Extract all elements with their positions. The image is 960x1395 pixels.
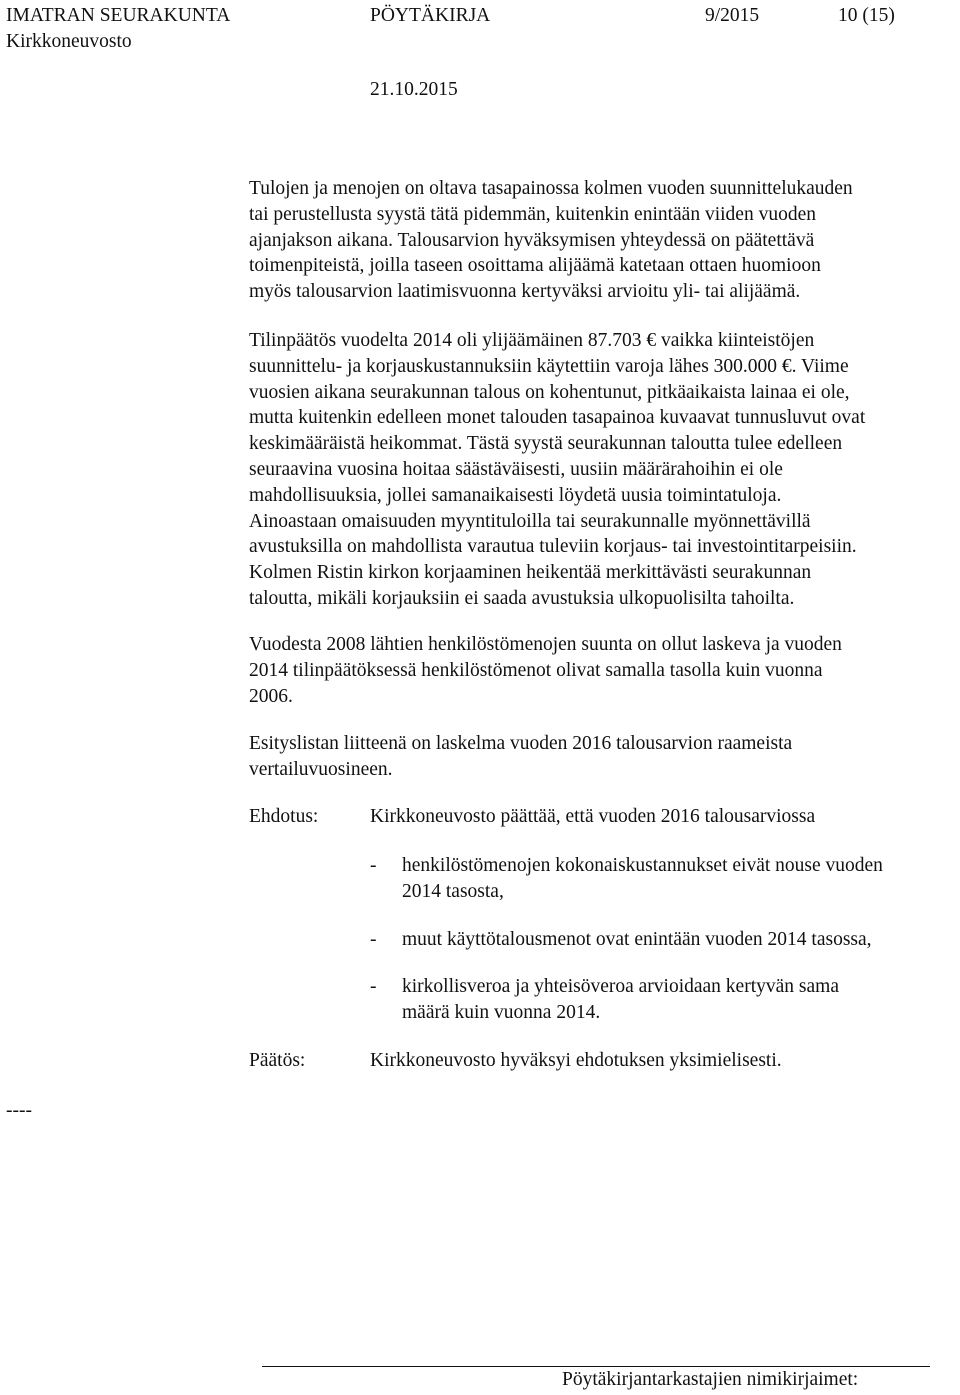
- paragraph-attachment-note: [249, 731, 959, 783]
- text-line: Tilinpäätös vuodelta 2014 oli ylijäämäinen 87.703 € vaikka kiinteistöjen: [249, 330, 815, 351]
- footer-signature-label: Pöytäkirjantarkastajien nimikirjaimet:: [562, 1369, 859, 1390]
- section-separator: ----: [6, 1100, 32, 1121]
- text-line: taloutta, mikäli korjauksiin ei saada avustuksia ulkopuolisilta tahoilta.: [249, 587, 795, 609]
- text-line: seuraavina vuosina hoitaa säästäväisesti, uusiin määrärahoihin ei ole: [249, 458, 783, 480]
- text-line: avustuksilla on mahdollista varautua tuleviin korjaus- tai investointitarpeisiin.: [249, 536, 857, 558]
- text-line: keskimääräistä heikommat. Tästä syystä seurakunnan taloutta tulee edelleen: [249, 433, 843, 455]
- text-line: Vuodesta 2008 lähtien henkilöstömenojen suunta on ollut laskeva ja vuoden: [249, 634, 842, 655]
- proposal-item-dash: -: [370, 976, 377, 997]
- text-line: mahdollisuuksia, jollei samanaikaisesti löydetä uusia toimintatuloja.: [249, 484, 782, 506]
- paragraph-personnel-costs: [249, 632, 959, 709]
- text-line: mutta kuitenkin edelleen monet talouden tasapainoa kuvaavat tunnusluvut ovat: [249, 407, 866, 429]
- text-line: 2014 tilinpäätöksessä henkilöstömenot olivat samalla tasolla kuin vuonna: [249, 659, 823, 681]
- text-line: Esityslistan liitteenä on laskelma vuoden 2016 talousarvion raameista: [249, 733, 793, 754]
- proposal-item-line: muut käyttötalousmenot ovat enintään vuoden 2014 tasossa,: [402, 929, 872, 950]
- header-doc-number: 9/2015: [705, 5, 760, 26]
- decision-label: Päätös:: [249, 1050, 306, 1071]
- proposal-label: Ehdotus:: [249, 806, 319, 827]
- header-body-name: Kirkkoneuvosto: [6, 31, 132, 52]
- text-line: myös talousarvion laatimisvuonna kertyväksi arvioitu yli- tai alijäämä.: [249, 281, 801, 303]
- proposal-item-line: määrä kuin vuonna 2014.: [402, 1002, 601, 1023]
- text-line: Kolmen Ristin kirkon korjaaminen heikentää merkittävästi seurakunnan: [249, 562, 812, 584]
- text-line: vuosien aikana seurakunnan talous on kohentunut, pitkäaikaista lainaa ei ole,: [249, 381, 850, 403]
- header-page: 10 (15): [838, 5, 895, 26]
- text-line: Tulojen ja menojen on oltava tasapainossa kolmen vuoden suunnittelukauden: [249, 178, 853, 199]
- header-organization: IMATRAN SEURAKUNTA: [6, 5, 231, 26]
- text-line: ajanjakson aikana. Talousarvion hyväksymisen yhteydessä on päätettävä: [249, 229, 815, 251]
- text-line: 2006.: [249, 685, 293, 707]
- text-line: toimenpiteistä, joilla taseen osoittama alijäämä katetaan ottaen huomioon: [249, 255, 821, 277]
- proposal-item-line: kirkollisveroa ja yhteisöveroa arvioidaan kertyvän sama: [402, 976, 839, 997]
- proposal-intro: Kirkkoneuvosto päättää, että vuoden 2016 talousarviossa: [370, 806, 816, 827]
- proposal-item-dash: -: [370, 855, 377, 876]
- text-line: suunnittelu- ja korjauskustannuksiin käytettiin varoja lähes 300.000 €. Viime: [249, 355, 849, 377]
- proposal-item-line: henkilöstömenojen kokonaiskustannukset eivät nouse vuoden: [402, 855, 883, 876]
- paragraph-financial-statement: [249, 328, 959, 612]
- proposal-item-line: 2014 tasosta,: [402, 881, 504, 902]
- proposal-item-dash: -: [370, 929, 377, 950]
- text-line: tai perustellusta syystä tätä pidemmän, kuitenkin enintään viiden vuoden: [249, 203, 816, 225]
- text-line: vertailuvuosineen.: [249, 758, 393, 780]
- header-doc-type: PÖYTÄKIRJA: [370, 5, 491, 26]
- header-date: 21.10.2015: [370, 79, 458, 100]
- text-line: Ainoastaan omaisuuden myyntituloilla tai seurakunnalle myönnettävillä: [249, 510, 811, 532]
- decision-text: Kirkkoneuvosto hyväksyi ehdotuksen yksimielisesti.: [370, 1050, 782, 1071]
- paragraph-balance-requirement: [249, 176, 959, 305]
